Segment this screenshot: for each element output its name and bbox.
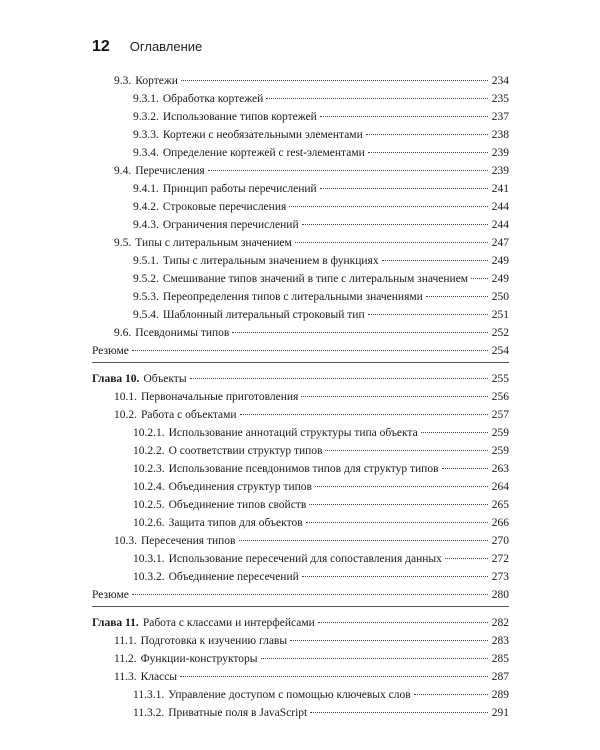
dot-leader <box>442 468 488 469</box>
section-number: 10.3.2. <box>133 571 165 583</box>
toc-block <box>92 362 509 604</box>
section-number: 10.3.1. <box>133 553 165 565</box>
section-title: Использование пересечений для сопоставления данных <box>168 553 442 565</box>
dot-leader <box>261 658 488 659</box>
section-number: 9.5.1. <box>133 255 159 267</box>
toc-entry[interactable] <box>92 144 509 162</box>
section-title: Управление доступом с помощью ключевых слов <box>168 689 411 701</box>
toc-entry[interactable] <box>92 686 509 704</box>
section-number: 10.2.6. <box>133 517 165 529</box>
page-number: 12 <box>92 38 110 55</box>
dot-leader <box>132 350 488 351</box>
page-ref: 270 <box>491 535 509 547</box>
section-number: 11.2. <box>114 653 137 665</box>
section-number: 9.6. <box>114 327 132 339</box>
toc-entry[interactable] <box>92 342 509 360</box>
dot-leader <box>302 576 488 577</box>
toc-entry[interactable] <box>92 108 509 126</box>
toc-entry[interactable] <box>92 704 509 722</box>
page-ref: 241 <box>491 183 509 195</box>
section-title: Типы с литеральным значением <box>135 237 292 249</box>
page-title: Оглавление <box>129 39 203 54</box>
section-title: Шаблонный литеральный строковый тип <box>162 309 365 321</box>
toc-block <box>92 606 509 722</box>
dot-leader <box>382 260 488 261</box>
section-title: Объединение типов свойств <box>168 499 307 511</box>
chapter-title: Работа с классами и интерфейсами <box>142 617 315 629</box>
section-title: Использование аннотаций структуры типа объекта <box>168 427 418 439</box>
section-title: Функции-конструкторы <box>140 653 258 665</box>
section-title: Резюме <box>92 589 129 601</box>
section-title: Перечисления <box>135 165 205 177</box>
page-ref: 239 <box>491 147 509 159</box>
dot-leader <box>445 558 488 559</box>
page-ref: 250 <box>491 291 509 303</box>
page-ref: 256 <box>491 391 509 403</box>
toc-chapter-entry[interactable] <box>92 370 509 388</box>
section-number: 10.2.1. <box>133 427 165 439</box>
dot-leader <box>306 522 488 523</box>
page-ref: 257 <box>491 409 509 421</box>
toc-entry[interactable] <box>92 216 509 234</box>
page-ref: 234 <box>491 75 509 87</box>
dot-leader <box>471 278 488 279</box>
toc-entry[interactable] <box>92 306 509 324</box>
section-number: 11.3. <box>114 671 137 683</box>
section-title: Классы <box>140 671 178 683</box>
page-ref: 259 <box>491 427 509 439</box>
dot-leader <box>315 486 488 487</box>
toc-entry[interactable] <box>92 324 509 342</box>
toc-entry[interactable] <box>92 388 509 406</box>
dot-leader <box>302 224 488 225</box>
dot-leader <box>320 116 488 117</box>
page-ref: 244 <box>491 201 509 213</box>
section-title: Кортежи <box>135 75 178 87</box>
section-number: 9.5. <box>114 237 132 249</box>
section-number: 9.3.3. <box>133 129 159 141</box>
section-number: 9.4.3. <box>133 219 159 231</box>
dot-leader <box>426 296 488 297</box>
chapter-title: Объекты <box>143 373 187 385</box>
section-number: 10.2.3. <box>133 463 165 475</box>
page-ref: 249 <box>491 273 509 285</box>
section-number: 10.3. <box>114 535 137 547</box>
toc-entry[interactable] <box>92 90 509 108</box>
page-ref: 254 <box>491 345 509 357</box>
dot-leader <box>180 676 488 677</box>
dot-leader <box>309 504 488 505</box>
toc-entry[interactable] <box>92 424 509 442</box>
dot-leader <box>368 152 488 153</box>
section-title: Работа с объектами <box>141 409 237 421</box>
page-ref: 239 <box>491 165 509 177</box>
page-ref: 287 <box>491 671 509 683</box>
toc-entry[interactable] <box>92 514 509 532</box>
section-title: Объединения структур типов <box>168 481 312 493</box>
section-title: Защита типов для объектов <box>168 517 303 529</box>
section-title: Переопределения типов с литеральными значениями <box>162 291 423 303</box>
page-ref: 255 <box>491 373 509 385</box>
page-ref: 265 <box>491 499 509 511</box>
section-number: 10.2.4. <box>133 481 165 493</box>
section-title: Обработка кортежей <box>162 93 264 105</box>
toc-entry[interactable] <box>92 180 509 198</box>
page-ref: 282 <box>491 617 509 629</box>
toc-entry[interactable] <box>92 632 509 650</box>
dot-leader <box>239 540 489 541</box>
toc-entry[interactable] <box>92 568 509 586</box>
toc-entry[interactable] <box>92 406 509 424</box>
dot-leader <box>290 640 488 641</box>
section-title: Первоначальные приготовления <box>141 391 299 403</box>
section-number: 9.3.2. <box>133 111 159 123</box>
dot-leader <box>181 80 488 81</box>
toc-block <box>92 72 509 360</box>
toc-chapter-entry[interactable] <box>92 614 509 632</box>
section-title: Определение кортежей с rest-элементами <box>162 147 365 159</box>
page-ref: 238 <box>491 129 509 141</box>
section-title: Подготовка к изучению главы <box>140 635 288 647</box>
section-title: Ограничения перечислений <box>162 219 299 231</box>
dot-leader <box>295 242 488 243</box>
dot-leader <box>366 134 488 135</box>
page-ref: 291 <box>491 707 509 719</box>
page-ref: 289 <box>491 689 509 701</box>
page-ref: 283 <box>491 635 509 647</box>
toc-entry[interactable] <box>92 478 509 496</box>
table-of-contents <box>92 72 509 722</box>
dot-leader <box>132 594 488 595</box>
section-number: 10.2. <box>114 409 137 421</box>
toc-entry[interactable] <box>92 496 509 514</box>
toc-entry[interactable] <box>92 460 509 478</box>
page-header <box>92 38 202 56</box>
section-number: 11.3.2. <box>133 707 165 719</box>
dot-leader <box>190 378 488 379</box>
page-ref: 280 <box>491 589 509 601</box>
toc-entry[interactable] <box>92 270 509 288</box>
dot-leader <box>368 314 488 315</box>
page-ref: 272 <box>491 553 509 565</box>
section-number: 9.4. <box>114 165 132 177</box>
dot-leader <box>414 694 488 695</box>
dot-leader <box>421 432 488 433</box>
section-title: Использование типов кортежей <box>162 111 317 123</box>
section-number: 10.2.5. <box>133 499 165 511</box>
dot-leader <box>289 206 488 207</box>
dot-leader <box>301 396 488 397</box>
section-title: Кортежи с необязательными элементами <box>162 129 363 141</box>
toc-entry[interactable] <box>92 532 509 550</box>
chapter-number: Глава 10. <box>92 373 140 385</box>
section-title: О соответствии структур типов <box>168 445 323 457</box>
toc-entry[interactable] <box>92 252 509 270</box>
dot-leader <box>232 332 488 333</box>
section-number: 11.1. <box>114 635 137 647</box>
section-number: 9.3.4. <box>133 147 159 159</box>
dot-leader <box>318 622 488 623</box>
dot-leader <box>266 98 488 99</box>
section-number: 9.5.2. <box>133 273 159 285</box>
section-number: 11.3.1. <box>133 689 165 701</box>
toc-entry[interactable] <box>92 72 509 90</box>
page-ref: 264 <box>491 481 509 493</box>
page-ref: 247 <box>491 237 509 249</box>
dot-leader <box>325 450 488 451</box>
toc-entry[interactable] <box>92 586 509 604</box>
toc-entry[interactable] <box>92 550 509 568</box>
section-title: Пересечения типов <box>141 535 236 547</box>
page-ref: 237 <box>491 111 509 123</box>
toc-entry[interactable] <box>92 198 509 216</box>
dot-leader <box>240 414 488 415</box>
toc-entry[interactable] <box>92 234 509 252</box>
page-ref: 249 <box>491 255 509 267</box>
toc-entry[interactable] <box>92 668 509 686</box>
dot-leader <box>320 188 488 189</box>
section-title: Приватные поля в JavaScript <box>168 707 308 719</box>
section-title: Строковые перечисления <box>162 201 287 213</box>
page-ref: 273 <box>491 571 509 583</box>
section-title: Объединение пересечений <box>168 571 299 583</box>
section-title: Типы с литеральным значением в функциях <box>162 255 379 267</box>
section-number: 9.3. <box>114 75 132 87</box>
page-ref: 263 <box>491 463 509 475</box>
toc-entry[interactable] <box>92 650 509 668</box>
section-number: 10.2.2. <box>133 445 165 457</box>
dot-leader <box>310 712 488 713</box>
toc-entry[interactable] <box>92 442 509 460</box>
section-number: 9.3.1. <box>133 93 159 105</box>
page-ref: 259 <box>491 445 509 457</box>
page-ref: 252 <box>491 327 509 339</box>
page-ref: 235 <box>491 93 509 105</box>
section-title: Псевдонимы типов <box>135 327 230 339</box>
section-number: 9.5.3. <box>133 291 159 303</box>
chapter-number: Глава 11. <box>92 617 139 629</box>
section-title: Смешивание типов значений в типе с литеральным значением <box>162 273 469 285</box>
section-title: Резюме <box>92 345 129 357</box>
page-ref: 251 <box>491 309 509 321</box>
page-ref: 285 <box>491 653 509 665</box>
section-number: 9.5.4. <box>133 309 159 321</box>
toc-entry[interactable] <box>92 288 509 306</box>
dot-leader <box>208 170 488 171</box>
section-number: 10.1. <box>114 391 137 403</box>
toc-entry[interactable] <box>92 162 509 180</box>
page-ref: 266 <box>491 517 509 529</box>
page-ref: 244 <box>491 219 509 231</box>
section-title: Принцип работы перечислений <box>162 183 317 195</box>
section-title: Использование псевдонимов типов для структур типов <box>168 463 439 475</box>
section-number: 9.4.1. <box>133 183 159 195</box>
toc-entry[interactable] <box>92 126 509 144</box>
section-number: 9.4.2. <box>133 201 159 213</box>
